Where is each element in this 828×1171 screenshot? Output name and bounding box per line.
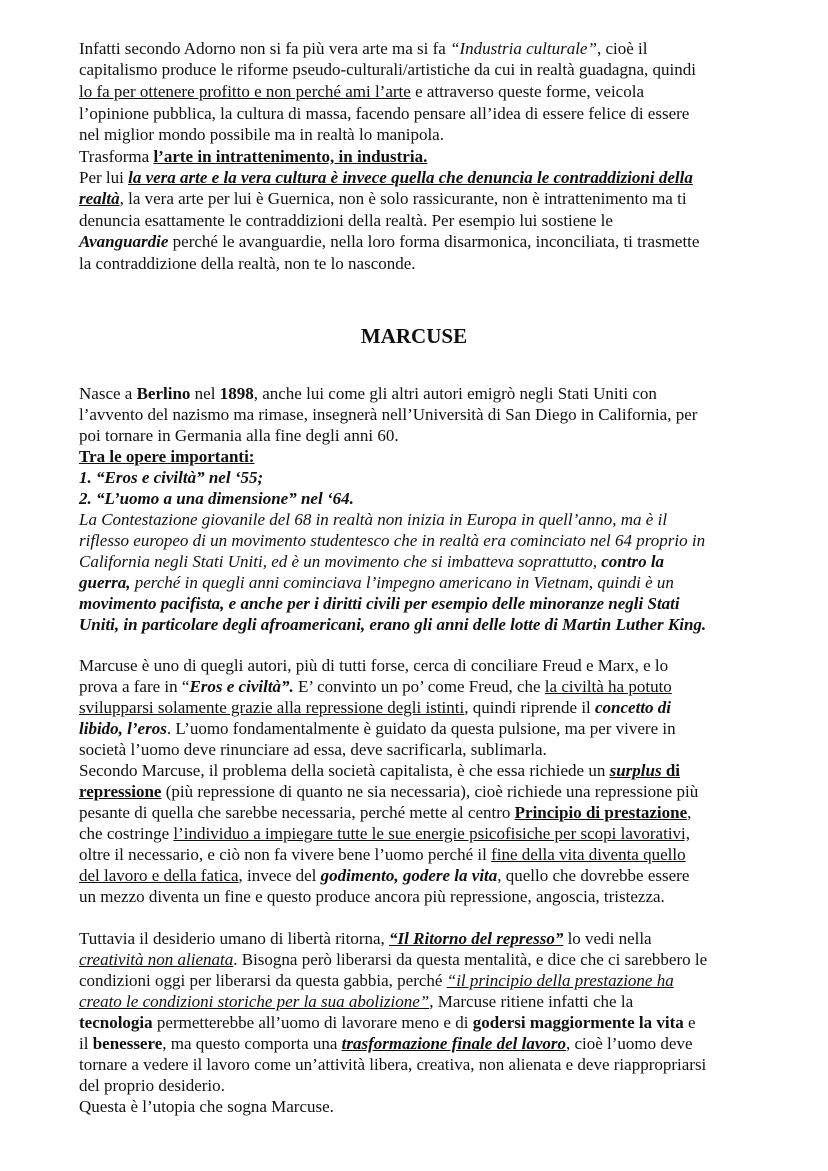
text-line (79, 824, 690, 844)
bold-italic-underlined-text: la vera arte e la vera cultura è invece quella che denuncia le contraddizioni della (128, 168, 693, 187)
text-line: Questa è l’utopia che sogna Marcuse. (79, 1097, 334, 1116)
bold-underlined-text: Principio di prestazione (514, 803, 688, 822)
text-line (79, 552, 664, 572)
text-span: Tuttavia il desiderio umano di libertà ritorna, (79, 929, 390, 948)
works-list-item: 2. “L’uomo a una dimensione” nel ‘64. (79, 489, 354, 508)
text-span: . Bisogna però liberarsi da questa mentalità, e dice che ci sarebbero le (233, 950, 708, 969)
text-line: riflesso europeo di un movimento studentesco che in realtà era cominciato nel 64 proprio in (79, 531, 706, 550)
text-span: , quello che dovrebbe essere (497, 866, 690, 885)
text-line (79, 803, 691, 823)
text-line: La Contestazione giovanile del 68 in realtà non inizia in Europa in quell’anno, ma è il (79, 510, 668, 529)
text-line (79, 189, 687, 209)
text-span: Nasce a (79, 384, 137, 403)
text-line (79, 677, 672, 697)
text-line (79, 573, 674, 593)
text-line: la contraddizione della realtà, non te lo nasconde. (79, 254, 416, 273)
bold-text: 1898 (219, 384, 254, 403)
bold-italic-underlined-text: surplus (609, 761, 662, 780)
text-span: il (79, 1034, 93, 1053)
text-line (79, 168, 693, 188)
bold-italic-text: Eros e civiltà”. (189, 677, 294, 696)
italic-text: “Industria culturale” (450, 39, 597, 58)
text-line (79, 992, 633, 1012)
text-line (79, 1013, 696, 1033)
italic-underlined-text: creatività non alienata (79, 950, 234, 969)
text-span: Per lui (79, 168, 129, 187)
text-line: tornare a vedere il lavoro come un’attività libera, creativa, non alienata e deve riappropriarsi (79, 1055, 707, 1074)
text-span: Infatti secondo Adorno non si fa più vera arte ma si fa (79, 39, 451, 58)
bold-italic-text: godimento, godere la vita (320, 866, 498, 885)
text-span: , anche lui come gli altri autori emigrò negli Stati Uniti con (253, 384, 657, 403)
bold-text: tecnologia (79, 1013, 153, 1032)
text-span: , invece del (238, 866, 321, 885)
text-line: movimento pacifista, e anche per i diritti civili per esempio delle minoranze negli Stati (79, 594, 680, 613)
text-span: perché in quegli anni cominciava l’impegno americano in Vietnam, quindi è un (130, 573, 674, 592)
text-line (79, 232, 699, 252)
text-span: Trasforma (79, 147, 154, 166)
text-span: , cioè il (596, 39, 648, 58)
text-span: lo vedi nella (563, 929, 652, 948)
text-line (79, 845, 686, 865)
text-span: nel (190, 384, 220, 403)
text-line: poi tornare in Germania alla fine degli anni 60. (79, 426, 399, 445)
text-line: del proprio desiderio. (79, 1076, 225, 1095)
text-span: e (683, 1013, 696, 1032)
text-line: Marcuse è uno di quegli autori, più di tutti forse, cerca di conciliare Freud e Marx, e lo (79, 656, 669, 675)
bold-italic-underlined-text: “Il Ritorno del represso” (389, 929, 564, 948)
text-span: , cioè l’uomo deve (565, 1034, 693, 1053)
text-span: , ma questo comporta una (162, 1034, 342, 1053)
text-line: nel miglior mondo possibile ma in realtà lo manipola. (79, 125, 444, 144)
text-span: . L’uomo fondamentalmente è guidato da questa pulsione, ma per vivere in (166, 719, 676, 738)
text-span: condizioni oggi per liberarsi da questa gabbia, perché (79, 971, 447, 990)
bold-underlined-text: di (661, 761, 680, 780)
bold-text: godersi maggiormente la vita (472, 1013, 684, 1032)
text-line: l’avvento del nazismo ma rimase, insegnerà nell’Università di San Diego in California, per (79, 405, 698, 424)
text-line (79, 82, 644, 102)
text-line (79, 384, 657, 404)
bold-text: benessere (92, 1034, 163, 1053)
text-line (79, 698, 671, 718)
works-list-item: 1. “Eros e civiltà” nel ‘55; (79, 468, 264, 487)
text-span: , la vera arte per lui è Guernica, non è solo rassicurante, non è intrattenimento ma ti (119, 189, 687, 208)
text-line: Uniti, in particolare degli afroamericani, erano gli anni delle lotte di Martin Luther King. (79, 615, 707, 634)
bold-italic-text: concetto di (595, 698, 672, 717)
section-heading: MARCUSE (360, 324, 468, 348)
underlined-text: lo fa per ottenere profitto e non perché ami l’arte (79, 82, 411, 101)
bold-text: contro la (601, 552, 665, 571)
text-line (79, 719, 676, 739)
text-span: Secondo Marcuse, il problema della società capitalista, è che essa richiede un (79, 761, 610, 780)
text-span: perché le avanguardie, nella loro forma disarmonica, inconciliata, ti trasmette (168, 232, 700, 251)
text-span: , (687, 803, 692, 822)
text-span: che costringe (79, 824, 174, 843)
text-line (79, 761, 680, 781)
bold-text: Berlino (136, 384, 191, 403)
text-line (79, 147, 427, 167)
text-span: oltre il necessario, e ciò non fa vivere bene l’uomo perché il (79, 845, 492, 864)
text-line (79, 929, 652, 949)
bold-italic-underlined-text: trasformazione finale del lavoro (341, 1034, 566, 1053)
text-line: capitalismo produce le riforme pseudo-culturali/artistiche da cui in realtà guadagna, quindi (79, 60, 696, 79)
text-span: prova a fare in “ (79, 677, 190, 696)
text-line: società l’uomo deve rinunciare ad essa, deve sacrificarla, sublimarla. (79, 740, 547, 759)
bold-underlined-text: repressione (79, 782, 162, 801)
text-span: e attraverso queste forme, veicola (410, 82, 644, 101)
bold-italic-text: Avanguardie (79, 232, 169, 251)
text-line (79, 950, 707, 970)
text-line (79, 971, 674, 991)
text-line: denuncia esattamente le contraddizioni della realtà. Per esempio lui sostiene le (79, 211, 613, 230)
text-span: E’ convinto un po’ come Freud, che (293, 677, 545, 696)
text-line: l’opinione pubblica, la cultura di massa, facendo pensare all’idea di essere felice di essere (79, 104, 690, 123)
text-span: permetterebbe all’uomo di lavorare meno e di (152, 1013, 473, 1032)
underlined-text: la civiltà ha potuto (544, 677, 672, 696)
bold-text: guerra, (79, 573, 131, 592)
underlined-text: del lavoro e della fatica (79, 866, 239, 885)
works-heading: Tra le opere importanti: (79, 447, 255, 466)
underlined-text: svilupparsi solamente grazie alla repressione degli istinti (79, 698, 465, 717)
text-span: , Marcuse ritiene infatti che la (429, 992, 634, 1011)
bold-italic-text: libido, l’eros (79, 719, 167, 738)
underlined-text: fine della vita diventa quello (491, 845, 686, 864)
text-line: un mezzo diventa un fine e questo produce ancora più repressione, angoscia, tristezza. (79, 887, 665, 906)
text-line (79, 866, 689, 886)
text-line (79, 782, 698, 802)
underlined-text: l’individuo a impiegare tutte le sue energie psicofisiche per scopi lavorativi, (173, 824, 691, 843)
text-span: California negli Stati Uniti, ed è un movimento che si imbatteva soprattutto, (79, 552, 602, 571)
text-span: , quindi riprende il (464, 698, 596, 717)
text-span: (più repressione di quanto ne sia necessaria), cioè richiede una repressione più (161, 782, 699, 801)
bold-underlined-text: l’arte in intrattenimento, in industria. (153, 147, 428, 166)
text-span: pesante di quella che sarebbe necessaria, perché mette al centro (79, 803, 515, 822)
bold-italic-underlined-text: realtà (79, 189, 120, 208)
text-line (79, 1034, 693, 1054)
text-line (79, 39, 647, 59)
italic-underlined-text: “il principio della prestazione ha (446, 971, 674, 990)
italic-underlined-text: creato le condizioni storiche per la sua abolizione” (79, 992, 430, 1011)
